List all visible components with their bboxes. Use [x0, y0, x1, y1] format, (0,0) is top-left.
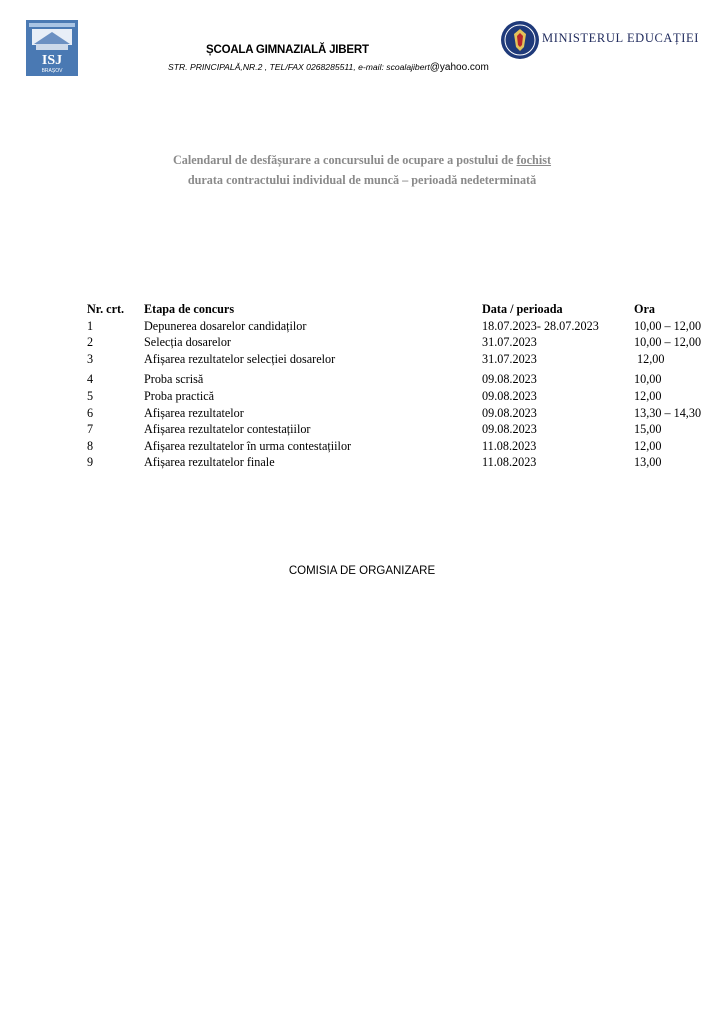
table-row	[87, 335, 724, 352]
table-row	[87, 319, 724, 336]
header-time: Ora	[634, 302, 655, 316]
school-name: ȘCOALA GIMNAZIALĂ JIBERT	[206, 44, 369, 56]
table-row	[87, 406, 724, 423]
row-time: 13,00	[634, 455, 662, 470]
row-nr: 2	[87, 335, 94, 350]
row-date: 09.08.2023	[482, 405, 537, 420]
row-stage: Afișarea rezultatelor	[144, 405, 244, 420]
row-date: 18.07.2023- 28.07.2023	[482, 318, 599, 333]
row-stage: Depunerea dosarelor candidaților	[144, 318, 307, 333]
row-time: 12,00	[634, 438, 662, 453]
school-address	[168, 62, 489, 73]
school-address-text: STR. PRINCIPALĂ,NR.2 , TEL/FAX 0268285511, e-mail: scoalajibert	[168, 62, 430, 72]
row-date: 11.08.2023	[482, 455, 537, 470]
row-nr: 8	[87, 438, 94, 453]
title-prefix: Calendarul de desfășurare a concursului de ocupare a postului de	[172, 153, 517, 167]
table-row	[87, 389, 724, 406]
row-nr: 4	[87, 372, 94, 387]
row-stage: Afișarea rezultatelor contestațiilor	[144, 422, 311, 437]
ministry-emblem	[500, 20, 540, 60]
row-stage: Afișarea rezultatelor selecției dosarelor	[144, 351, 336, 366]
row-nr: 3	[87, 351, 94, 366]
row-time: 10,00	[634, 372, 662, 387]
row-nr: 5	[87, 388, 94, 403]
row-time: 12,00	[634, 388, 662, 403]
table-row	[87, 439, 724, 456]
header-nr: Nr. crt.	[87, 302, 125, 316]
table-row	[87, 352, 724, 369]
table-row	[87, 455, 724, 472]
table-row	[87, 422, 724, 439]
isj-brasov-logo	[26, 20, 78, 76]
row-time: 10,00 – 12,00	[634, 318, 702, 333]
table-row	[87, 368, 724, 389]
row-time: 12,00	[634, 351, 665, 366]
isj-logo-sub: BRAȘOV	[41, 68, 63, 74]
row-date: 09.08.2023	[482, 372, 537, 387]
row-nr: 9	[87, 455, 94, 470]
row-stage: Afișarea rezultatelor finale	[144, 455, 275, 470]
document-title-line1	[0, 150, 724, 170]
row-stage: Selecția dosarelor	[144, 335, 231, 350]
row-date: 11.08.2023	[482, 438, 537, 453]
schedule-table	[87, 302, 724, 472]
committee-signature: COMISIA DE ORGANIZARE	[288, 565, 436, 577]
row-nr: 1	[87, 318, 94, 333]
row-stage: Proba scrisă	[144, 372, 204, 387]
title-post: fochist	[516, 153, 552, 167]
row-stage: Proba practică	[144, 388, 215, 403]
row-date: 09.08.2023	[482, 388, 537, 403]
row-date: 09.08.2023	[482, 422, 537, 437]
ministry-name: MINISTERUL EDUCAȚIEI	[542, 31, 700, 45]
document-title-line2: durata contractului individual de muncă – perioadă nedeterminată	[187, 173, 537, 187]
row-nr: 7	[87, 422, 94, 437]
school-email-domain: @yahoo.com	[429, 62, 489, 73]
row-time: 15,00	[634, 422, 662, 437]
row-date: 31.07.2023	[482, 351, 537, 366]
row-date: 31.07.2023	[482, 335, 537, 350]
table-header-row	[87, 302, 724, 319]
row-time: 10,00 – 12,00	[634, 335, 702, 350]
header-date: Data / perioada	[482, 302, 563, 316]
row-nr: 6	[87, 405, 94, 420]
isj-logo-text: ISJ	[41, 53, 63, 68]
header-stage: Etapa de concurs	[144, 302, 235, 316]
row-time: 13,30 – 14,30	[634, 405, 702, 420]
row-stage: Afișarea rezultatelor în urma contestațiilor	[144, 438, 352, 453]
